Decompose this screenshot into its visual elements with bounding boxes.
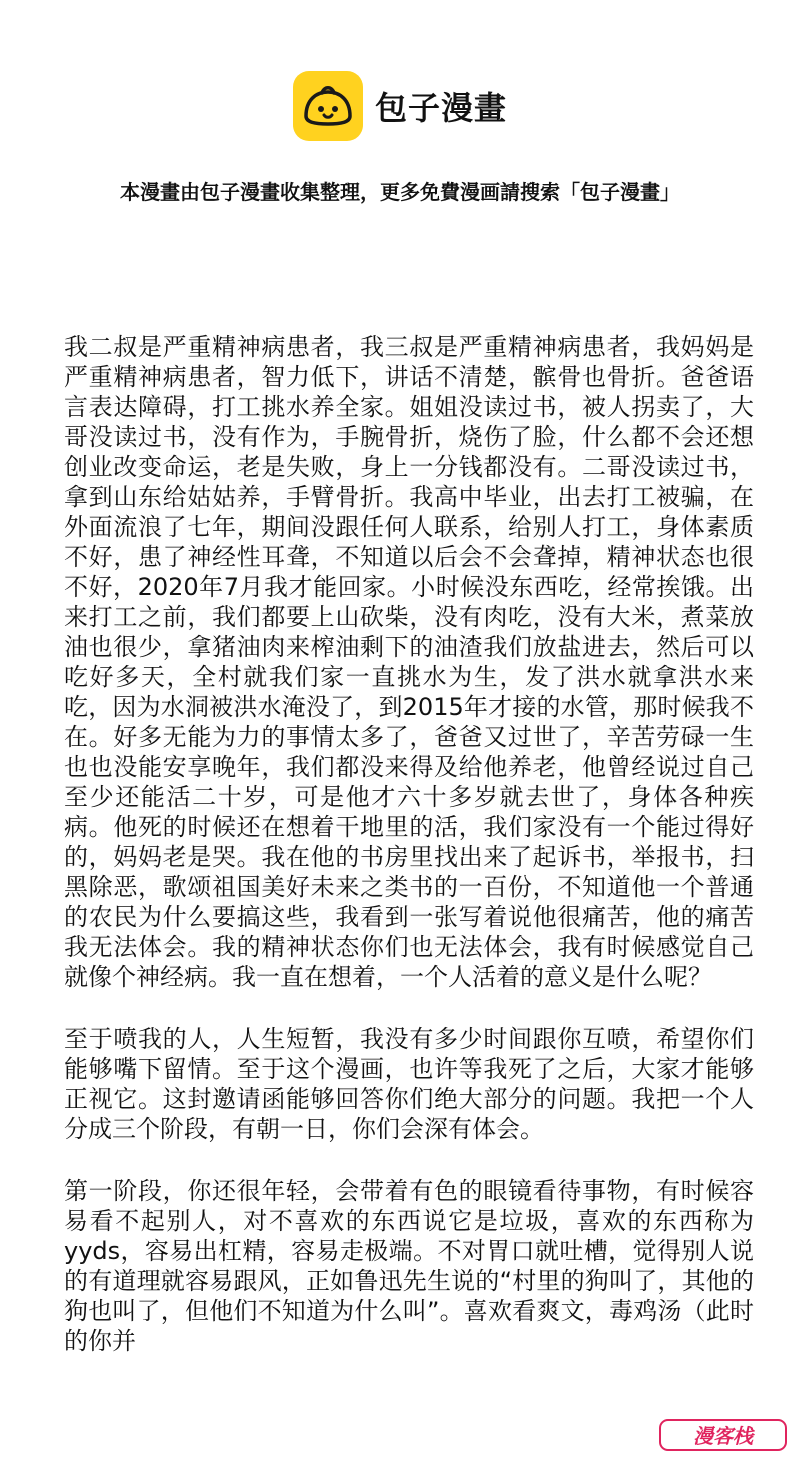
article-paragraph: 至于喷我的人，人生短暂，我没有多少时间跟你互喷，希望你们能够嘴下留情。至于这个漫画，也许等我死了之后，大家才能够正视它。这封邀请函能够回答你们绝大部分的问题。我把一个人分成三个阶段，有朝一日，你们会深有体会。 [64,1025,754,1143]
article-body [64,332,754,1388]
watermark-logo [658,1416,788,1454]
brand-header [0,70,800,142]
article-paragraph: 我二叔是严重精神病患者，我三叔是严重精神病患者，我妈妈是严重精神病患者，智力低下，讲话不清楚，髌骨也骨折。爸爸语言表达障碍，打工挑水养全家。姐姐没读过书，被人拐卖了，大哥没读过书，没有作为，手腕骨折，烧伤了脸，什么都不会还想创业改变命运，老是失败，身上一分钱都没有。二哥没读过书，拿到山东给姑姑养，手臂骨折。我高中毕业，出去打工被骗，在外面流浪了七年，期间没跟任何人联系，给别人打工，身体素质不好，患了神经性耳聋，不知道以后会不会聋掉，精神状态也很不好，2020年7月我才能回家。小时候没东西吃，经常挨饿。出来打工之前，我们都要上山砍柴，没有肉吃，没有大米，煮菜放油也很少，拿猪油肉来榨油剩下的油渣我们放盐进去，然后可以吃好多天，全村就我们家一直挑水为生，发了洪水就拿洪水来吃，因为水洞被洪水淹没了，到2015年才接的水管，那时候我不在。好多无能为力的事情太多了，爸爸又过世了，辛苦劳碌一生也也没能安享晚年，我们都没来得及给他养老，他曾经说过自己至少还能活二十岁，可是他才六十多岁就去世了，身体各种疾病。他死的时候还在想着干地里的活，我们家没有一个能过得好的，妈妈老是哭。我在他的书房里找出来了起诉书，举报书，扫黑除恶，歌颂祖国美好未来之类书的一百份，不知道他一个普通的农民为什么要搞这些，我看到一张写着说他很痛苦，他的痛苦我无法体会。我的精神状态你们也无法体会，我有时候感觉自己就像个神经病。我一直在想着，一个人活着的意义是什么呢？ [64,333,754,991]
collection-notice: 本漫畫由包子漫畫收集整理，更多免費漫画請搜索「包子漫畫」 [120,180,680,204]
article-paragraph: 第一阶段，你还很年轻，会带着有色的眼镜看待事物，有时候容易看不起别人，对不喜欢的东西说它是垃圾，喜欢的东西称为yyds，容易出杠精，容易走极端。不对胃口就吐槽，觉得别人说的有道理就容易跟风，正如鲁迅先生说的“村里的狗叫了，其他的狗也叫了，但他们不知道为什么叫”。喜欢看爽文，毒鸡汤（此时的你并 [64,1177,754,1355]
brand-name: 包子漫畫 [374,89,507,127]
watermark-text: 漫客栈 [693,1424,753,1448]
steamed-bun-logo-icon [293,71,363,141]
